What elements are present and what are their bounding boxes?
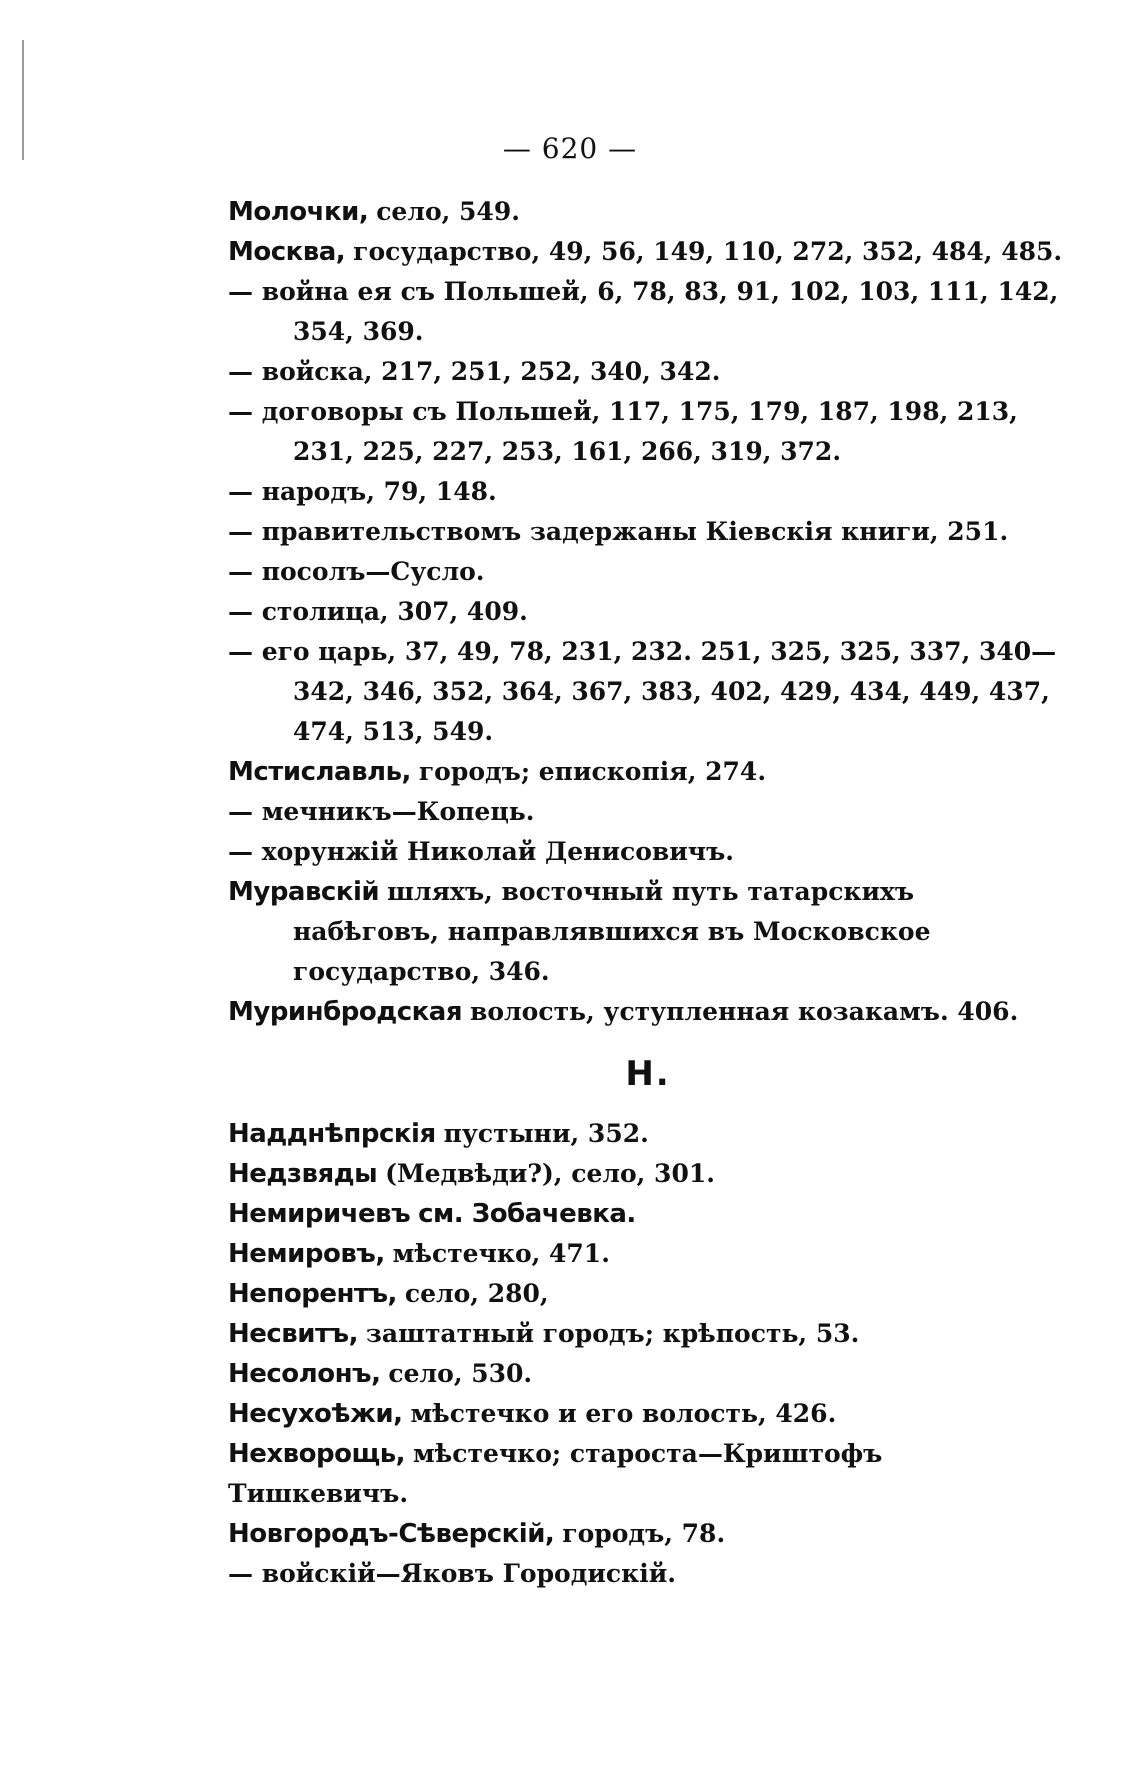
entry-head: Непорентъ,	[228, 1279, 397, 1309]
entry-text: пустыни, 352.	[443, 1119, 649, 1148]
entry-text: шляхъ, восточный путь татарскихъ набѣговъ, направлявшихся въ Московское государство, 346.	[293, 877, 931, 986]
entry-head: Несолонъ,	[228, 1359, 381, 1389]
index-entry	[228, 1194, 1068, 1234]
index-entry	[228, 232, 1068, 272]
index-entry	[228, 752, 1068, 792]
page-number: — 620 —	[502, 132, 638, 165]
sub-entry: — хорунжій Николай Денисовичъ.	[228, 837, 734, 866]
entry-text: заштатный городъ; крѣпость, 53.	[365, 1319, 860, 1348]
index-entry	[228, 1154, 1068, 1194]
entry-head: Муравскій	[228, 877, 380, 907]
entry-text: село, 549.	[376, 197, 520, 226]
sub-entry: — войскій—Яковъ Городискій.	[228, 1559, 676, 1588]
index-entries	[228, 192, 1068, 1594]
entry-text: государство, 49, 56, 149, 110, 272, 352, 484, 485.	[353, 237, 1063, 266]
entry-head: Нехворощь,	[228, 1439, 406, 1469]
entry-head: Немировъ,	[228, 1239, 385, 1269]
entry-head: Новгородъ-Сѣверскій,	[228, 1519, 555, 1549]
index-entry	[228, 1234, 1068, 1274]
sub-entry: — войска, 217, 251, 252, 340, 342.	[228, 357, 721, 386]
sub-entry: — война ея съ Польшей, 6, 78, 83, 91, 102, 103, 111, 142, 354, 369.	[228, 277, 1059, 346]
index-entry	[228, 192, 1068, 232]
index-entry	[228, 1514, 1068, 1554]
entry-text: см. Зобачевка.	[418, 1199, 636, 1229]
sub-entry: — посолъ—Сусло.	[228, 557, 485, 586]
entry-head: Молочки,	[228, 197, 369, 227]
entry-head: Надднѣпрскія	[228, 1119, 436, 1149]
entry-text: село, 280,	[404, 1279, 549, 1308]
entry-text: мѣстечко; староста—Криштофъ Тишкевичъ.	[228, 1439, 883, 1508]
entry-head: Несвитъ,	[228, 1319, 358, 1349]
entry-head: Мстиславль,	[228, 757, 411, 787]
sub-entry: — народъ, 79, 148.	[228, 477, 497, 506]
sub-entry: — его царь, 37, 49, 78, 231, 232. 251, 325, 325, 337, 340—342, 346, 352, 364, 367, 383, 402, 429, 434, 449, 437, 474, 513, 549.	[228, 637, 1057, 746]
entry-head: Немиричевъ	[228, 1199, 411, 1229]
index-entry	[228, 1394, 1068, 1434]
section-letter: Н.	[625, 1054, 671, 1094]
sub-entry: — столица, 307, 409.	[228, 597, 528, 626]
sub-entry: — договоры съ Польшей, 117, 175, 179, 187, 198, 213, 231, 225, 227, 253, 161, 266, 319, 372.	[228, 397, 1018, 466]
entry-text: городъ, 78.	[562, 1519, 726, 1548]
sub-entry: — мечникъ—Копець.	[228, 797, 535, 826]
index-entry	[228, 1354, 1068, 1394]
index-entry	[228, 1314, 1068, 1354]
index-entry	[228, 872, 1068, 992]
entry-text: мѣстечко, 471.	[392, 1239, 610, 1268]
index-entry	[228, 1434, 1068, 1514]
index-entry	[228, 1114, 1068, 1154]
entry-head: Недзвяды	[228, 1159, 378, 1189]
entry-text: село, 530.	[388, 1359, 533, 1388]
sub-entry: — правительствомъ задержаны Кіевскія книги, 251.	[228, 517, 1009, 546]
entry-head: Несухоѣжи,	[228, 1399, 403, 1429]
entry-text: мѣстечко и его волость, 426.	[410, 1399, 837, 1428]
entry-text: волость, уступленная козакамъ. 406.	[470, 997, 1019, 1026]
entry-text: (Медвѣди?), село, 301.	[385, 1159, 715, 1188]
index-entry	[228, 992, 1068, 1032]
index-entry	[228, 1274, 1068, 1314]
entry-head: Москва,	[228, 237, 346, 267]
entry-head: Муринбродская	[228, 997, 463, 1027]
entry-text: городъ; епископія, 274.	[418, 757, 767, 786]
